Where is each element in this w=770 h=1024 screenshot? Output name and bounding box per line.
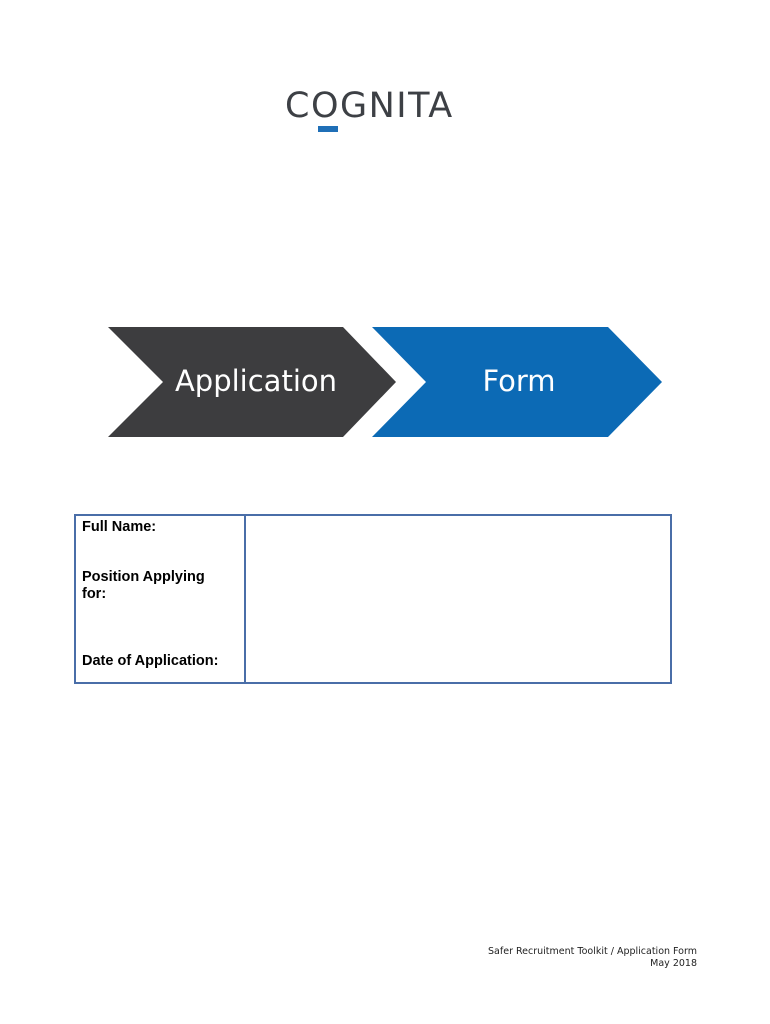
date-of-application-label: Date of Application: [82,653,219,669]
banner-label-form: Form [482,364,556,398]
info-values-cell[interactable] [246,516,670,682]
info-labels-column [76,516,246,682]
logo-accent-bar [318,126,338,132]
footer-date: May 2018 [650,958,697,969]
footer-document-title: Safer Recruitment Toolkit / Application Form [488,946,697,957]
title-banner [108,327,662,437]
logo-wordmark: COGNITA [285,86,454,126]
position-label-line1: Position Applying [82,569,205,585]
banner-label-application: Application [174,364,338,398]
applicant-info-table [74,514,672,684]
page-footer [488,946,697,970]
cognita-logo [285,86,485,136]
position-label-line2: for: [82,586,107,602]
full-name-label: Full Name: [82,519,157,535]
